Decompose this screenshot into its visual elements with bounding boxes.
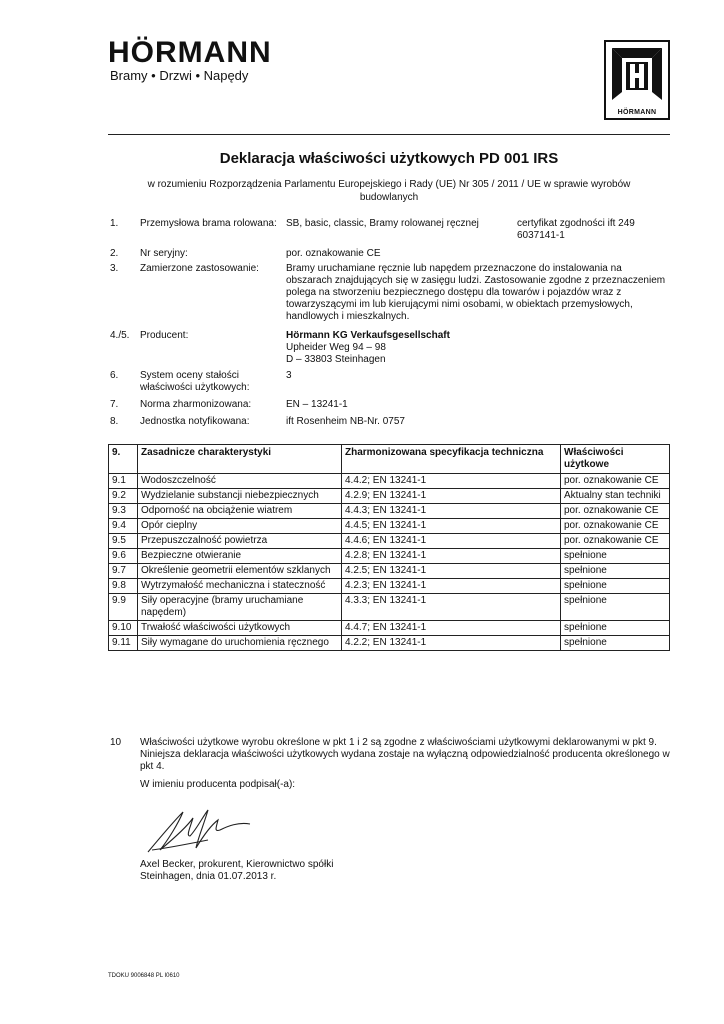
table-cell: Wodoszczelność	[138, 474, 342, 489]
table-cell: 4.2.5; EN 13241-1	[342, 564, 561, 579]
item-label: Zamierzone zastosowanie:	[140, 263, 259, 274]
table-cell: spełnione	[561, 579, 670, 594]
producer-address	[286, 330, 670, 366]
item-value: SB, basic, classic, Bramy rolowanej ręcznej	[286, 218, 479, 229]
item-value: Bramy uruchamiane ręcznie lub napędem przeznaczone do instalowania na obszarach znajdujących się w zasięgu ludzi. Zastosowanie zgodne z przeznaczeniem polega na stworzeniu bezpiecznego dostępu dla towarów i pojazdów wraz z towarzyszącymi im lub kierującymi nimi osobami, w obiektach przemysłowych, handlowych i mieszkalnych.	[286, 263, 666, 322]
signed-on-behalf: W imieniu producenta podpisał(-a):	[140, 779, 296, 790]
item-number: 7.	[110, 399, 119, 410]
item-value: por. oznakowanie CE	[286, 248, 381, 259]
table-cell: 9.7	[109, 564, 138, 579]
brand-tagline: Bramy • Drzwi • Napędy	[110, 68, 249, 83]
table-row	[109, 594, 670, 621]
table-cell: 9.2	[109, 489, 138, 504]
table-cell: por. oznakowanie CE	[561, 474, 670, 489]
table-row	[109, 564, 670, 579]
table-header-cell: Zasadnicze charakterystyki	[138, 445, 342, 474]
table-header-cell: 9.	[109, 445, 138, 474]
table-cell: Opór cieplny	[138, 519, 342, 534]
table-cell: 4.2.3; EN 13241-1	[342, 579, 561, 594]
table-cell: 4.2.2; EN 13241-1	[342, 636, 561, 651]
table-cell: 4.4.7; EN 13241-1	[342, 621, 561, 636]
table-cell: por. oznakowanie CE	[561, 519, 670, 534]
table-cell: por. oznakowanie CE	[561, 504, 670, 519]
table-header-cell: Właściwości użytkowe	[561, 445, 670, 474]
table-header-cell: Zharmonizowana specyfikacja techniczna	[342, 445, 561, 474]
signer-name: Axel Becker, prokurent, Kierownictwo spółki	[140, 859, 334, 870]
table-row	[109, 579, 670, 594]
characteristics-table	[108, 444, 670, 651]
brand-header	[108, 38, 272, 84]
table-cell: 9.6	[109, 549, 138, 564]
section-number: 10	[110, 737, 122, 748]
item-label: Jednostka notyfikowana:	[140, 416, 250, 427]
table-row	[109, 549, 670, 564]
table-cell: Bezpieczne otwieranie	[138, 549, 342, 564]
logo-caption: HÖRMANN	[617, 109, 657, 116]
hormann-h-logo-icon	[604, 40, 670, 120]
document-subtitle: w rozumieniu Rozporządzenia Parlamentu Europejskiego i Rady (UE) Nr 305 / 2011 / UE w sprawie wyrobów budowlanych	[147, 179, 631, 203]
document-code: TDOKU 9006848 PL I0610	[108, 973, 180, 979]
table-cell: 4.3.3; EN 13241-1	[342, 594, 561, 621]
signer-block	[140, 859, 333, 883]
conformity-statement: Właściwości użytkowe wyrobu określone w pkt 1 i 2 są zgodne z właściwościami użytkowymi deklarowanymi w pkt 9. Niniejsza deklaracja właściwości użytkowych wydana zostaje na wyłączną odpowiedzialność producenta określonego w pkt 4.	[140, 737, 670, 772]
item-number: 6.	[110, 370, 119, 381]
table-cell: Wydzielanie substancji niebezpiecznych	[138, 489, 342, 504]
table-cell: spełnione	[561, 636, 670, 651]
brand-name: HÖRMANN	[108, 36, 272, 69]
table-cell: Określenie geometrii elementów szklanych	[138, 564, 342, 579]
item-number: 1.	[110, 218, 119, 229]
table-cell: spełnione	[561, 549, 670, 564]
table-row	[109, 534, 670, 549]
item-number: 3.	[110, 263, 119, 274]
table-cell: 9.4	[109, 519, 138, 534]
table-cell: Odporność na obciążenie wiatrem	[138, 504, 342, 519]
item-value: 3	[286, 370, 292, 381]
item-value: ift Rosenheim NB-Nr. 0757	[286, 416, 405, 427]
table-cell: Wytrzymałość mechaniczna i stateczność	[138, 579, 342, 594]
table-cell: 9.10	[109, 621, 138, 636]
item-number: 4./5.	[110, 330, 130, 341]
table-cell: 4.4.3; EN 13241-1	[342, 504, 561, 519]
table-cell: 4.2.9; EN 13241-1	[342, 489, 561, 504]
header-divider	[108, 134, 670, 135]
table-cell: 9.11	[109, 636, 138, 651]
table-row	[109, 504, 670, 519]
table-cell: spełnione	[561, 594, 670, 621]
table-cell: 9.5	[109, 534, 138, 549]
table-cell: 4.4.6; EN 13241-1	[342, 534, 561, 549]
table-cell: spełnione	[561, 564, 670, 579]
item-label: Przemysłowa brama rolowana:	[140, 218, 277, 229]
table-cell: Siły wymagane do uruchomienia ręcznego	[138, 636, 342, 651]
item-number: 2.	[110, 248, 119, 259]
table-cell: 4.4.5; EN 13241-1	[342, 519, 561, 534]
table-cell: Trwałość właściwości użytkowych	[138, 621, 342, 636]
table-cell: Siły operacyjne (bramy uruchamiane napędem)	[138, 594, 342, 621]
table-row	[109, 636, 670, 651]
table-row	[109, 519, 670, 534]
table-cell: 9.1	[109, 474, 138, 489]
item-label: Nr seryjny:	[140, 248, 188, 259]
item-label: System oceny stałości właściwości użytkowych:	[140, 370, 250, 393]
table-cell: spełnione	[561, 621, 670, 636]
table-cell: 4.4.2; EN 13241-1	[342, 474, 561, 489]
table-cell: por. oznakowanie CE	[561, 534, 670, 549]
table-cell: 9.9	[109, 594, 138, 621]
item-certificate: certyfikat zgodności ift 249 6037141-1	[517, 218, 635, 241]
table-row	[109, 489, 670, 504]
table-cell: 4.2.8; EN 13241-1	[342, 549, 561, 564]
document-title: Deklaracja właściwości użytkowych PD 001 IRS	[219, 150, 559, 167]
item-label: Producent:	[140, 330, 189, 341]
table-cell: Przepuszczalność powietrza	[138, 534, 342, 549]
handwritten-signature	[138, 800, 278, 865]
table-row	[109, 474, 670, 489]
table-header-row	[109, 445, 670, 474]
table-cell: 9.8	[109, 579, 138, 594]
item-label: Norma zharmonizowana:	[140, 399, 252, 410]
table-cell: Aktualny stan techniki	[561, 489, 670, 504]
item-number: 8.	[110, 416, 119, 427]
producer-city: D – 33803 Steinhagen	[286, 354, 386, 365]
table-cell: 9.3	[109, 504, 138, 519]
producer-street: Upheider Weg 94 – 98	[286, 342, 386, 353]
item-value: EN – 13241-1	[286, 399, 348, 410]
table-row	[109, 621, 670, 636]
signer-place-date: Steinhagen, dnia 01.07.2013 r.	[140, 871, 277, 882]
producer-company: Hörmann KG Verkaufsgesellschaft	[286, 330, 450, 341]
